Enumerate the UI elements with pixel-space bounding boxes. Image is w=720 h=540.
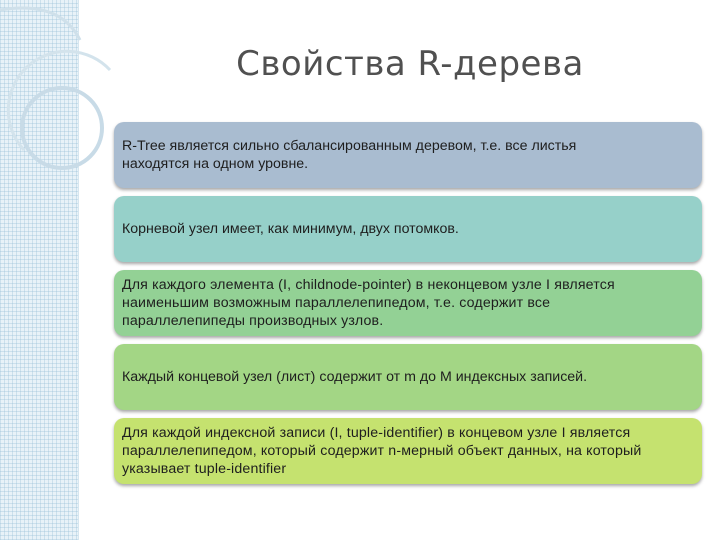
decorative-swirl — [0, 0, 120, 200]
property-item-1 — [114, 122, 702, 188]
property-item-5 — [114, 418, 702, 484]
property-item-2 — [114, 196, 702, 262]
property-text-1: R-Tree является сильно сбалансированным деревом, т.е. все листья находятся на одном уровне. — [122, 138, 577, 172]
property-item-4 — [114, 344, 702, 410]
property-item-3 — [114, 270, 702, 336]
property-text-2: Корневой узел имеет, как минимум, двух потомков. — [122, 221, 459, 237]
property-text-3: Для каждого элемента (I, childnode-pointer) в неконцевом узле I является наименьшим возможным параллелепипедом, т.е. содержит все параллелепипеды производных узлов. — [122, 277, 615, 329]
slide-title: Свойства R-дерева — [236, 44, 584, 84]
property-text-4: Каждый концевой узел (лист) содержит от m до M индексных записей. — [122, 369, 588, 385]
property-text-5: Для каждой индексной записи (I, tuple-identifier) в концевом узле I является параллелепипедом, который содержит n-мерный объект данных, на который указывает tuple-identifier — [122, 425, 642, 477]
